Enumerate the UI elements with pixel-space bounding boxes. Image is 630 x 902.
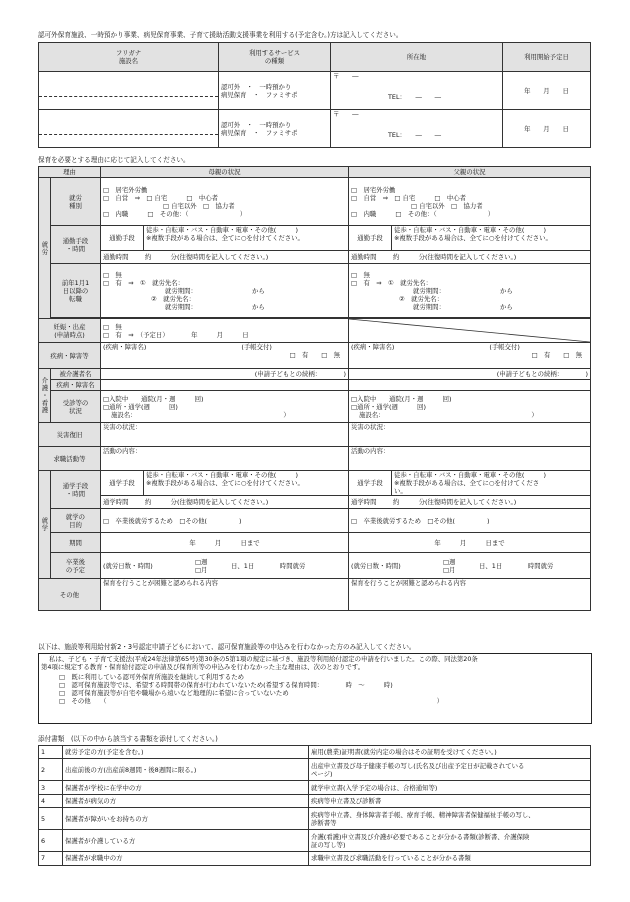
mother-pregnancy[interactable]: □ 無 □ 有 ⇒ （予定日） 年 月 日 [101, 319, 349, 343]
mother-prev-job[interactable]: □ 無 □ 有 ⇒ ① 就労先名： 就労期間： から ② 就労先名： 就労期間： から [101, 264, 349, 318]
attachment-no: 2 [39, 759, 63, 781]
employment-type-label: 就労 種別 [51, 178, 101, 226]
care-section-label: 介護・看護 [39, 369, 51, 423]
mother-header: 母親の状況 [101, 167, 349, 178]
father-care-illness[interactable] [349, 380, 591, 391]
pregnancy-label: 妊娠・出産 (申請時点) [39, 319, 101, 343]
table-row [39, 830, 591, 852]
school-commute-label: 通学手段 ・時間 [51, 471, 101, 509]
mother-after-grad[interactable]: (就労日数・時間) □週 □月 日、1日 時間就労 [101, 553, 349, 579]
unauthorized-line1: 私は、子ども・子育て支援法(平成24年法律第65号)第30条の5第1項の規定に基づき、施設等利用給付認定の申請を行いました。この際、同法第20条 [49, 655, 478, 663]
illness-name-label: 疾病・障害名 [51, 380, 101, 391]
attachment-no: 1 [39, 746, 63, 759]
father-jobhunt[interactable]: 活動の内容： [349, 447, 591, 471]
mother-school-commute[interactable]: 通学手段 徒歩・自転車・バス・自動車・電車・その他( ) ※複数手段がある場合は、全てに○を付けてください。 通学時間 約 分(往復時間を記入してください。) [101, 471, 349, 509]
location-cell-1[interactable]: 〒 ― TEL： ― ― [331, 72, 503, 110]
attachment-case: 保護者が介護している方 [63, 830, 309, 852]
attachment-docs [309, 746, 591, 759]
attachment-docs-line: 出産申立書及び母子健康手帳の写し(氏名及び出産予定日が記載されている [311, 761, 525, 770]
reasons-table [38, 166, 591, 611]
mother-commute[interactable]: 通勤手段 徒歩・自転車・バス・自動車・電車・その他( ) ※複数手段がある場合は、全てに○を付けてください。 通勤時間 約 分(往復時間を記入してください。) [101, 226, 349, 264]
attachment-docs [309, 830, 591, 852]
other-label: その他 [39, 579, 101, 611]
attachment-docs-line-2: 診断書等 [311, 818, 337, 827]
period-label: 期間 [51, 533, 101, 553]
prev-job-label: 前年1月1 日以降の 転職 [51, 264, 101, 318]
father-treatment[interactable]: □入院中 通院(月・週 回) □通所・通学(週 回) 施設名： ） [349, 391, 591, 423]
unauthorized-option-4: □ その他 （ ） [59, 697, 443, 705]
start-date-cell-1[interactable]: 年 月 日 [503, 72, 591, 110]
father-pregnancy-na [349, 319, 591, 343]
location-header: 所在地 [331, 43, 503, 72]
attachment-case: 保護者が障がいをお持ちの方 [63, 808, 309, 830]
after-grad-label: 卒業後 の予定 [51, 553, 101, 579]
father-after-grad[interactable]: (就労日数・時間) □週 □月 日、1日 時間就労 [349, 553, 591, 579]
attachment-docs-line-2: ページ) [311, 769, 333, 778]
mother-jobhunt[interactable]: 活動の内容： [101, 447, 349, 471]
treatment-label: 受診等の 状況 [51, 391, 101, 423]
study-section-label: 就学 [39, 471, 51, 579]
attachment-docs-line: 就学申立書(入学予定の場合は、合格通知等) [311, 783, 438, 792]
disaster-label: 災害復旧 [39, 423, 101, 447]
unauthorized-option-3[interactable]: □ 認可保育施設等が自宅や職場から遠いなど地理的に希望に合っていないため [59, 689, 289, 697]
attachment-case: 出産前後の方(出産前8週間・後8週間に限る。) [63, 759, 309, 781]
attachment-docs [309, 781, 591, 794]
mother-care-person[interactable]: (申請子どもとの続柄： ) [101, 369, 349, 380]
facilities-caption: 認可外保育施設、一時預かり事業、病児保育事業、子育て援助活動支援事業を利用する(予定含む。)方は記入してください。 [38, 31, 403, 39]
attachment-docs-line: 介護(看護)申立書及び介護が必要であることが分かる書類(診断書、介護保険 [311, 832, 530, 841]
attachment-no: 3 [39, 781, 63, 794]
table-row [39, 794, 591, 807]
attachment-docs [309, 794, 591, 807]
jobhunt-label: 求職活動等 [39, 447, 101, 471]
work-section-label: 就労 [39, 178, 51, 319]
attachment-docs-line: 雇用(農業)証明書(就労内定の場合はその証明を受けてください。) [311, 748, 497, 757]
unauthorized-line2: 第4項に規定する教育・保育給付認定の申請及び保育所等の申込みを行わなかった主な理由は、次のとおりです。 [41, 663, 365, 671]
father-purpose[interactable]: □ 卒業後就労するため □その他( ) [349, 509, 591, 533]
service-type-header: 利用するサービス の種類 [219, 43, 331, 72]
illness-label: 疾病・障害等 [39, 343, 101, 369]
unauthorized-option-1[interactable]: □ 既に利用している認可外保育所施設を継続して利用するため [59, 673, 244, 681]
mother-employment-type[interactable]: □ 居宅外労働 □ 自営 ⇒ □ 自宅 □ 中心者 □ 自宅以外 □ 協力者 □ 内職 □ その他：（ ） [101, 178, 349, 226]
facility-name-cell-2[interactable] [39, 110, 219, 148]
mother-disaster[interactable]: 災害の状況： [101, 423, 349, 447]
attachment-case: 保護者が求職中の方 [63, 852, 309, 865]
father-employment-type[interactable]: □ 居宅外労働 □ 自営 ⇒ □ 自宅 □ 中心者 □ 自宅以外 □ 協力者 □ 内職 □ その他：（ ） [349, 178, 591, 226]
location-cell-2[interactable]: 〒 ― TEL： ― ― [331, 110, 503, 148]
attachment-case: 保護者が病気の方 [63, 794, 309, 807]
unauthorized-caption: 以下は、施設等利用給付新2・3号認定申請子どもにおいて、認可保育施設等の申込みを行わなかった方のみ記入してください。 [38, 643, 416, 651]
father-care-person[interactable]: (申請子どもとの続柄： ) [349, 369, 591, 380]
care-person-label: 被介護者名 [51, 369, 101, 380]
attachment-no: 5 [39, 808, 63, 830]
facility-name-cell-1[interactable] [39, 72, 219, 110]
mother-purpose[interactable]: □ 卒業後就労するため □その他( ) [101, 509, 349, 533]
father-other[interactable]: 保育を行うことが困難と認められる内容 [349, 579, 591, 611]
service-type-cell-1[interactable]: 認可外 ・ 一時預かり 病児保育 ・ ファミサポ [219, 72, 331, 110]
attachment-case: 就労予定の方(予定を含む。) [63, 746, 309, 759]
mother-period[interactable]: 年 月 日まで [101, 533, 349, 553]
unauthorized-box [38, 653, 592, 724]
attachment-docs-line: 疾病等申立書及び診断書 [311, 796, 382, 805]
attachment-no: 6 [39, 830, 63, 852]
start-date-header: 利用開始予定日 [503, 43, 591, 72]
attachment-docs-line: 求職申立書及び求職活動を行っていることが分かる書類 [311, 854, 471, 863]
unauthorized-option-2[interactable]: □ 認可保育施設等では、希望する時間帯の保育が行われていないため(希望する保育時間： 時 ～ 時) [59, 681, 393, 689]
table-row [39, 746, 591, 759]
father-school-commute[interactable]: 通学手段 徒歩・自転車・バス・自動車・電車・その他( ) ※複数手段がある場合は、全てに○を付けてくださ い。 通学時間 約 分(往復時間を記入してください。) [349, 471, 591, 509]
diagonal-line [349, 319, 590, 342]
table-row [39, 852, 591, 865]
purpose-label: 就学の 目的 [51, 509, 101, 533]
facilities-table [38, 42, 591, 148]
attachments-table [38, 745, 591, 866]
attachment-docs [309, 852, 591, 865]
mother-treatment[interactable]: □入院中 通院(月・週 回) □通所・通学(週 回) 施設名： ） [101, 391, 349, 423]
start-date-cell-2[interactable]: 年 月 日 [503, 110, 591, 148]
father-prev-job[interactable]: □ 無 □ 有 ⇒ ① 就労先名： 就労期間： から ② 就労先名： 就労期間： から [349, 264, 591, 318]
father-header: 父親の状況 [349, 167, 591, 178]
father-disaster[interactable]: 災害の状況： [349, 423, 591, 447]
mother-illness[interactable]: (疾病・障害名) (手帳交付) □ 有 □ 無 [101, 343, 349, 369]
attachment-no: 7 [39, 852, 63, 865]
attachments-caption: 添付書類 (以下の中から該当する書類を添付してください。) [38, 735, 218, 743]
father-illness[interactable]: (疾病・障害名) (手帳交付) □ 有 □ 無 [349, 343, 591, 369]
attachment-docs [309, 759, 591, 781]
reason-header: 理由 [39, 167, 101, 178]
mother-care-illness[interactable] [101, 380, 349, 391]
commute-label: 通勤手段 ・時間 [51, 226, 101, 264]
attachment-docs-line-2: 証の写し等) [311, 840, 346, 849]
table-row [39, 808, 591, 830]
attachment-docs [309, 808, 591, 830]
service-type-cell-2[interactable]: 認可外 ・ 一時預かり 病児保育 ・ ファミサポ [219, 110, 331, 148]
facility-name-header: フリガナ 施設名 [39, 43, 219, 72]
table-row [39, 759, 591, 781]
attachment-docs-line: 疾病等申立書、身体障害者手帳、療育手帳、精神障害者保健福祉手帳の写し、 [311, 810, 535, 819]
attachment-no: 4 [39, 794, 63, 807]
father-period[interactable]: 年 月 日まで [349, 533, 591, 553]
attachment-case: 保護者が学校に在学中の方 [63, 781, 309, 794]
reasons-caption: 保育を必要とする理由に応じて記入してください。 [38, 156, 190, 164]
father-commute[interactable]: 通勤手段 徒歩・自転車・バス・自動車・電車・その他( ) ※複数手段がある場合は、全てに○を付けてください。 通勤時間 約 分(往復時間を記入してください。) [349, 226, 591, 264]
mother-other[interactable]: 保育を行うことが困難と認められる内容 [101, 579, 349, 611]
table-row [39, 781, 591, 794]
